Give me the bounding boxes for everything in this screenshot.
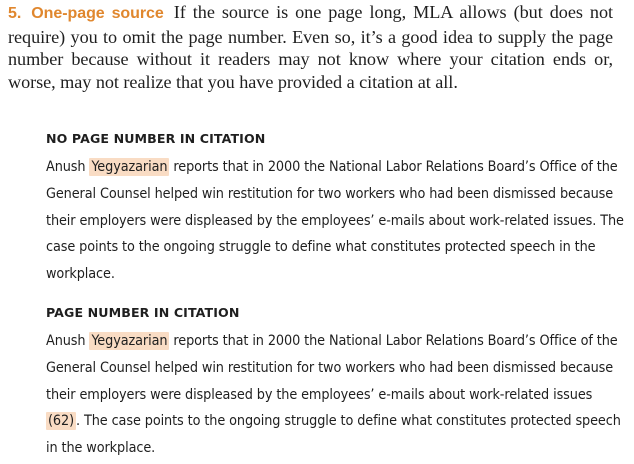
example-body: reports that in 2000 the National Labor Relations Board’s Office of the General Counsel helped win restitution for two workers who had been dismissed because their employers were displeased by the employees’ e-mails about work-related issues xyxy=(46,333,618,403)
example-pre: Anush xyxy=(46,159,90,175)
highlighted-page-citation: (62) xyxy=(48,413,75,430)
rule-title: One-page source xyxy=(31,5,164,22)
example-with-page-number xyxy=(8,328,634,462)
highlighted-author-name: Yegyazarian xyxy=(91,333,168,349)
rule-text: If the source is one page long, MLA allows (but does not require) you to omit the page number. Even so, it’s a good idea to supply the page number because without it readers may not know where your citation ends or, worse, may not realize that you have provided a citation at all. xyxy=(8,2,613,92)
rule-number: 5. xyxy=(8,5,22,22)
example-heading-page-number: PAGE NUMBER IN CITATION xyxy=(46,305,240,320)
example-no-page-number xyxy=(8,154,634,288)
highlighted-author-name: Yegyazarian xyxy=(91,159,168,175)
example-pre: Anush xyxy=(46,333,90,349)
example-after: . The case points to the ongoing struggle to define what constitutes protected speech in the workplace. xyxy=(46,413,621,457)
example-body: reports that in 2000 the National Labor Relations Board’s Office of the General Counsel helped win restitution for two workers who had been dismissed because their employers were displeased by the employees’ e-mails about work-related issues. The case points to the ongoing struggle to define what constitutes protected speech in the workplace. xyxy=(46,159,624,283)
rule-paragraph xyxy=(8,1,613,93)
example-heading-no-page: NO PAGE NUMBER IN CITATION xyxy=(46,131,266,146)
